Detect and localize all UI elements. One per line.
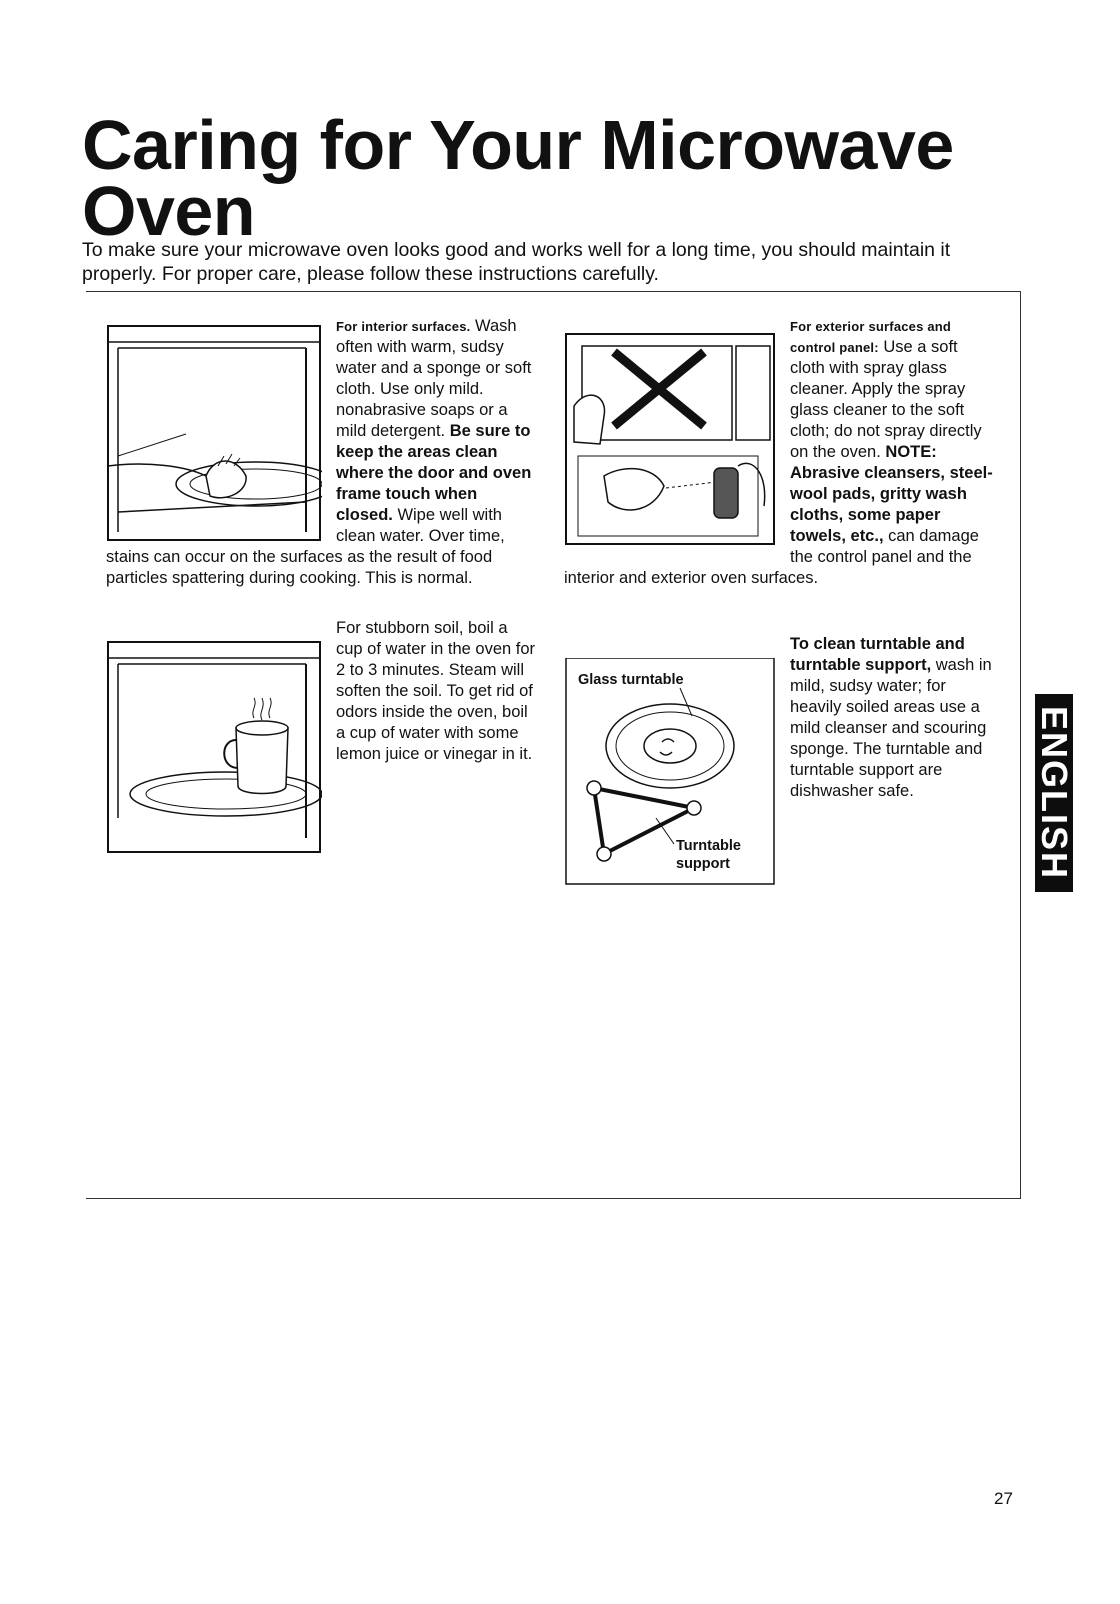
- interior-lead: For interior surfaces.: [336, 319, 471, 334]
- exterior-text-2: can damage the control panel and the interior and exterior oven surfaces.: [564, 527, 979, 587]
- turntable-section: [564, 634, 996, 890]
- interior-text-2: Wipe well with clean water. Over time, stains can occur on the surfaces as the result of food particles spattering during cooking. This is normal.: [106, 506, 505, 587]
- exterior-bold-note: NOTE: Abrasive cleansers, steel-wool pads, gritty wash cloths, some paper towels, etc.,: [790, 443, 993, 545]
- language-tab-label: ENGLISH: [1034, 705, 1075, 881]
- exterior-section: [564, 316, 996, 589]
- page-number: 27: [994, 1489, 1013, 1508]
- exterior-cleaning-illustration: [564, 316, 776, 548]
- interior-section: [106, 316, 536, 589]
- steam-cup-illustration: [106, 618, 322, 858]
- interior-cleaning-illustration: [106, 316, 322, 546]
- turntable-support-label-line2: support: [676, 856, 730, 872]
- exterior-text-1: Use a soft cloth with spray glass cleaner. Apply the spray glass cleaner to the soft cloth; do not spray directly on the oven.: [790, 338, 982, 461]
- page-title: Caring for Your Microwave Oven: [82, 106, 954, 250]
- interior-text-1: Wash often with warm, sudsy water and a sponge or soft cloth. Use only mild. nonabrasive soaps or a mild detergent.: [336, 317, 532, 440]
- language-side-tab: [1035, 694, 1073, 892]
- turntable-illustration: [564, 658, 776, 890]
- glass-turntable-label: Glass turntable: [578, 672, 684, 688]
- turntable-text: wash in mild, sudsy water; for heavily soiled areas use a mild cleanser and scouring sponge. The turntable and turntable support are dishwasher safe.: [790, 656, 992, 800]
- turntable-lead: To clean turntable and turntable support,: [790, 635, 965, 674]
- exterior-lead: For exterior surfaces and control panel:: [790, 319, 952, 355]
- stubborn-soil-section: [106, 618, 536, 858]
- interior-bold-note: Be sure to keep the areas clean where the door and oven frame touch when closed.: [336, 422, 532, 524]
- turntable-support-label-line1: Turntable: [676, 838, 741, 854]
- intro-paragraph: To make sure your microwave oven looks good and works well for a long time, you should maintain it properly. For proper care, please follow these instructions carefully.: [82, 239, 951, 285]
- stubborn-soil-paragraph: For stubborn soil, boil a cup of water in the oven for 2 to 3 minutes. Steam will soften the soil. To get rid of odors inside the oven, boil a cup of water with some lemon juice or vinegar in it.: [336, 619, 536, 763]
